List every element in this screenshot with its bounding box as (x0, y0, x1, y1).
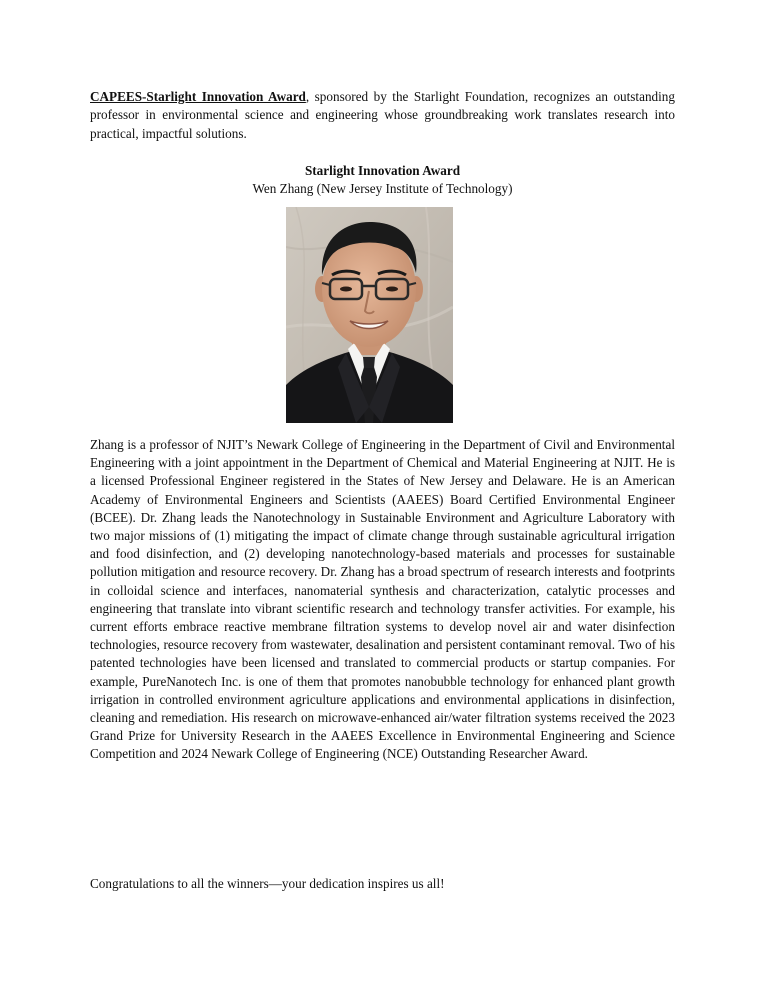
award-title: Starlight Innovation Award (304, 163, 461, 178)
intro-paragraph (90, 88, 675, 143)
award-header (90, 162, 675, 199)
award-name-heading: CAPEES-Starlight Innovation Award (90, 89, 306, 104)
intro-text: , sponsored by the Starlight Foundation, recognizes an outstanding professor in environmental science and engineering whose groundbreaking work translates research into practical, impactful solutions. (90, 89, 675, 141)
award-recipient: Wen Zhang (New Jersey Institute of Technology) (252, 181, 513, 197)
recipient-bio: Zhang is a professor of NJIT’s Newark College of Engineering in the Department of Civil and Environmental Engineering with a joint appointment in the Department of Chemical and Material Engineering at NJIT. He is a licensed Professional Engineer registered in the States of New Jersey and Delaware. He is an American Academy of Environmental Engineers and Scientists (AAEES) Board Certified Environmental Engineer (BCEE). Dr. Zhang leads the Nanotechnology in Sustainable Environment and Agriculture Laboratory with two major missions of (1) mitigating the impact of climate change through sustainable agricultural irrigation and food disinfection, and (2) developing nanotechnology-based materials and processes for sustainable pollution mitigation and resource recovery. Dr. Zhang has a broad spectrum of research interests and footprints in colloidal science and interfaces, nanomaterial synthesis and characterization, catalytic processes and engineering that translate into vibrant scientific research and technology transfer activities. For example, his current efforts embrace reactive membrane filtration systems to develop novel air and water disinfection technologies, resource recovery from wastewater, desalination and persistent contaminant removal. Two of his patented technologies have been licensed and translated to commercial products or startup companies. For example, PureNanotech Inc. is one of them that promotes nanobubble technology for enhanced plant growth irrigation in controlled environment agriculture applications and environmental applications in disinfection, cleaning and remediation. His research on microwave-enhanced air/water filtration systems received the 2023 Grand Prize for University Research in the AAEES Excellence in Environmental Engineering and Science Competition and 2024 Newark College of Engineering (NCE) Outstanding Researcher Award. (90, 437, 675, 762)
recipient-photo (286, 207, 453, 423)
closing-message: Congratulations to all the winners—your dedication inspires us all! (90, 876, 445, 891)
portrait-illustration (286, 207, 453, 423)
